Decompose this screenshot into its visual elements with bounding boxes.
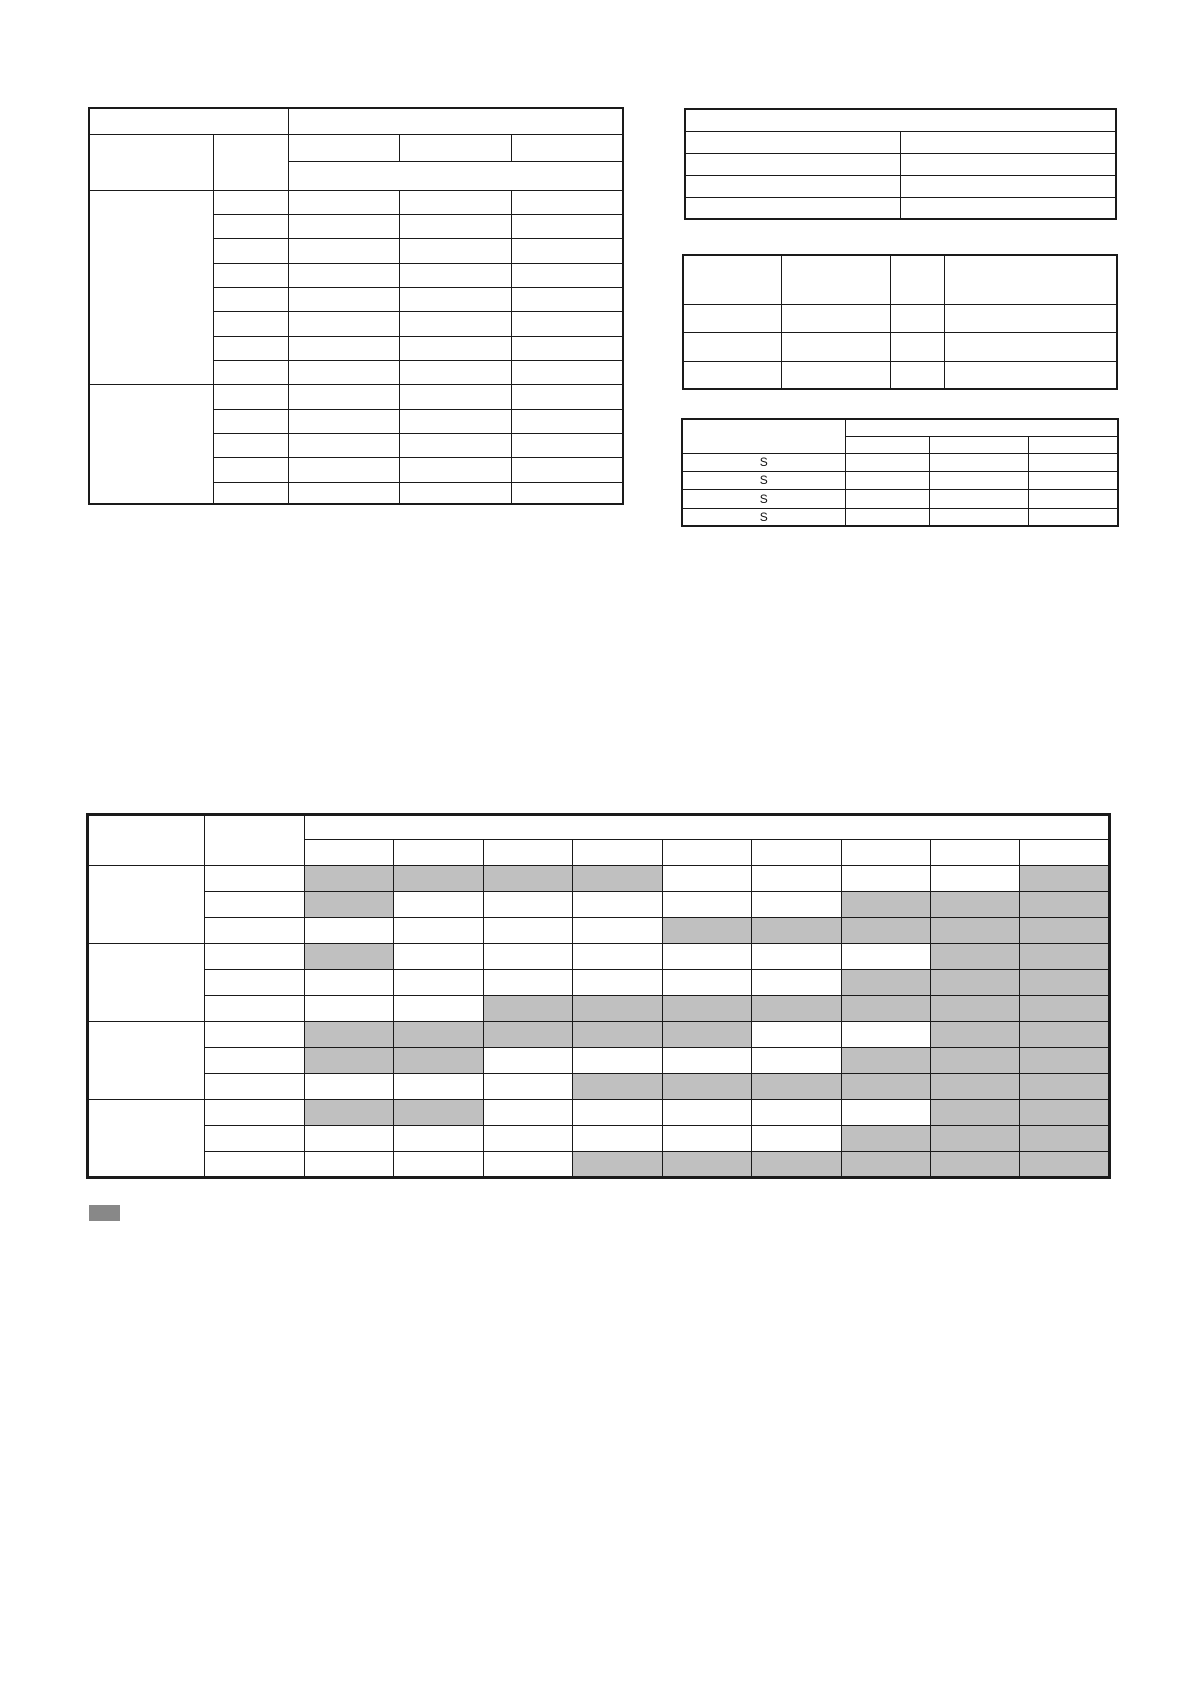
table-1 [88,107,624,505]
table-cell [483,892,572,918]
table-cell [511,287,623,311]
table-cell [752,1100,841,1126]
shaded-cell [573,1074,662,1100]
shaded-cell [841,1048,930,1074]
header-cell [204,815,304,866]
table-cell [89,190,213,384]
table-cell [89,134,213,190]
table-cell [399,263,511,287]
table-cell [399,360,511,384]
row-label: S [682,489,845,508]
shaded-cell [931,1074,1020,1100]
shaded-cell [752,996,841,1022]
table-cell [399,311,511,336]
table-cell [288,336,399,360]
table-cell [781,361,890,389]
table-cell [929,436,1028,453]
table-cell [685,197,900,219]
shaded-cell [305,1022,394,1048]
table-cell [213,214,288,238]
table-cell [394,892,483,918]
table-cell [683,332,781,361]
shaded-cell [931,918,1020,944]
table-cell [662,1126,751,1152]
table-4 [681,418,1119,527]
table-cell [1028,453,1118,471]
shaded-cell [1020,1152,1110,1178]
table-cell [394,996,483,1022]
table-cell [305,1074,394,1100]
table-cell [841,944,930,970]
table-cell [399,214,511,238]
header-cell [305,840,394,866]
shaded-cell [752,1152,841,1178]
shaded-cell [305,944,394,970]
table-cell [288,482,399,504]
header-cell [752,840,841,866]
table-cell [683,255,781,304]
shaded-cell [573,1152,662,1178]
table-cell [511,190,623,214]
table-cell [511,433,623,457]
shaded-cell [841,892,930,918]
row-label-cell [204,1100,304,1126]
shaded-cell [1020,1048,1110,1074]
table-cell [890,304,944,332]
table-cell [483,1152,572,1178]
table-cell [900,153,1116,175]
table-cell [288,433,399,457]
table-cell [841,866,930,892]
row-label-cell [204,892,304,918]
table-cell [752,866,841,892]
shaded-cell [931,1022,1020,1048]
table-cell [890,361,944,389]
table-cell [683,304,781,332]
shaded-cell [841,918,930,944]
table-cell [662,892,751,918]
table-cell [845,453,929,471]
table-cell [752,1048,841,1074]
shaded-cell [1020,1126,1110,1152]
table-cell [213,384,288,409]
table-cell [845,471,929,489]
table-cell [944,304,1117,332]
table-cell [845,436,929,453]
table-cell [781,304,890,332]
table-cell [752,892,841,918]
table-cell [1028,489,1118,508]
table-cell [394,944,483,970]
header-cell [573,840,662,866]
table-cell [483,970,572,996]
row-label-cell [204,1152,304,1178]
shaded-cell [394,866,483,892]
table-3 [682,254,1118,390]
table-cell [213,287,288,311]
table-cell [288,384,399,409]
shaded-cell [752,918,841,944]
table-cell [685,131,900,153]
table-cell [213,409,288,433]
table-cell [683,361,781,389]
table-cell [511,457,623,482]
table-cell [685,153,900,175]
shaded-cell [1020,1100,1110,1126]
table-cell [288,360,399,384]
table-cell [511,482,623,504]
table-cell [213,238,288,263]
table-cell [213,457,288,482]
shaded-cell [394,1048,483,1074]
row-label-cell [204,1022,304,1048]
shaded-cell [1020,1022,1110,1048]
shaded-cell [841,1126,930,1152]
shaded-cell [305,1048,394,1074]
table-cell [213,433,288,457]
shaded-cell [931,1126,1020,1152]
table-cell [483,1126,572,1152]
table-cell [394,1074,483,1100]
table-cell [394,1152,483,1178]
shaded-cell [483,866,572,892]
table-cell [288,238,399,263]
shaded-cell [305,866,394,892]
table-cell [305,996,394,1022]
group-cell [88,1100,205,1178]
table-cell [511,214,623,238]
table-cell [399,134,511,161]
table-cell [900,175,1116,197]
table-cell [399,482,511,504]
row-label: S [682,471,845,489]
shaded-cell [931,1048,1020,1074]
table-cell [573,970,662,996]
table-cell [288,214,399,238]
table-cell [1028,471,1118,489]
row-label: S [682,453,845,471]
table-cell [662,970,751,996]
shaded-cell [305,892,394,918]
table-cell [288,457,399,482]
table-cell [944,361,1117,389]
shaded-cell [662,996,751,1022]
table-cell [288,108,623,134]
table-cell [752,944,841,970]
table-cell [682,419,845,453]
row-label-cell [204,996,304,1022]
shaded-cell [1020,892,1110,918]
shaded-cell [841,1074,930,1100]
table-cell [573,892,662,918]
table-cell [399,336,511,360]
row-label-cell [204,918,304,944]
table-cell [900,197,1116,219]
table-cell [511,384,623,409]
table-2 [684,108,1117,220]
row-label-cell [204,1074,304,1100]
shaded-cell [931,1100,1020,1126]
table-cell [305,918,394,944]
table-cell [752,970,841,996]
table-cell [662,866,751,892]
table-cell [394,918,483,944]
shaded-cell [483,1022,572,1048]
row-label-cell [204,1126,304,1152]
header-cell [305,815,1110,840]
legend-swatch [89,1205,120,1221]
shaded-cell [394,1022,483,1048]
table-cell [662,944,751,970]
row-label-cell [204,970,304,996]
shaded-cell [394,1100,483,1126]
table-cell [89,384,213,504]
shaded-cell [931,1152,1020,1178]
header-cell [483,840,572,866]
table-cell [399,238,511,263]
shaded-cell [573,866,662,892]
shaded-cell [841,996,930,1022]
table-cell [781,332,890,361]
table-cell [685,175,900,197]
table-cell [662,1100,751,1126]
table-cell [573,1048,662,1074]
table-cell [399,190,511,214]
shaded-cell [662,1022,751,1048]
table-cell [305,1126,394,1152]
shaded-cell [1020,866,1110,892]
table-cell [1028,436,1118,453]
shaded-cell [1020,918,1110,944]
table-cell [288,134,399,161]
table-cell [841,1100,930,1126]
table-cell [929,489,1028,508]
table-cell [929,508,1028,526]
table-cell [213,311,288,336]
table-cell [752,1022,841,1048]
shaded-cell [1020,944,1110,970]
shaded-cell [573,996,662,1022]
row-label: S [682,508,845,526]
table-cell [483,1048,572,1074]
table-5-shaded-grid [86,813,1111,1179]
shaded-cell [931,944,1020,970]
header-cell [662,840,751,866]
table-cell [213,263,288,287]
header-cell [931,840,1020,866]
header-cell [841,840,930,866]
table-cell [511,336,623,360]
table-cell [752,1126,841,1152]
table-cell [841,1022,930,1048]
table-cell [213,360,288,384]
table-cell [929,471,1028,489]
table-cell [1028,508,1118,526]
table-cell [890,255,944,304]
table-cell [685,109,1116,131]
table-cell [399,433,511,457]
table-cell [288,287,399,311]
table-cell [573,918,662,944]
table-cell [511,134,623,161]
shaded-cell [662,1152,751,1178]
table-cell [288,161,623,190]
table-cell [931,866,1020,892]
table-cell [305,970,394,996]
shaded-cell [931,970,1020,996]
shaded-cell [1020,1074,1110,1100]
group-cell [88,1022,205,1100]
table-cell [288,311,399,336]
table-cell [944,255,1117,304]
header-cell [1020,840,1110,866]
table-cell [511,409,623,433]
table-cell [89,108,288,134]
shaded-cell [752,1074,841,1100]
table-cell [288,263,399,287]
table-cell [573,1126,662,1152]
shaded-cell [841,1152,930,1178]
table-cell [900,131,1116,153]
row-label-cell [204,866,304,892]
shaded-cell [573,1022,662,1048]
table-cell [213,134,288,190]
table-cell [288,190,399,214]
table-cell [845,489,929,508]
shaded-cell [1020,970,1110,996]
row-label-cell [204,1048,304,1074]
shaded-cell [305,1100,394,1126]
shaded-cell [662,1074,751,1100]
group-cell [88,866,205,944]
table-cell [511,360,623,384]
table-cell [573,1100,662,1126]
header-cell [88,815,205,866]
table-cell [573,944,662,970]
table-cell [394,1126,483,1152]
table-cell [781,255,890,304]
table-cell [399,457,511,482]
header-cell [394,840,483,866]
table-cell [662,1048,751,1074]
shaded-cell [662,918,751,944]
table-cell [399,287,511,311]
shaded-cell [841,970,930,996]
table-cell [399,384,511,409]
table-cell [483,918,572,944]
table-cell [845,508,929,526]
row-label-cell [204,944,304,970]
table-cell [511,311,623,336]
group-cell [88,944,205,1022]
table-cell [944,332,1117,361]
shaded-cell [1020,996,1110,1022]
table-cell [288,409,399,433]
table-cell [399,409,511,433]
shaded-cell [483,996,572,1022]
table-cell [483,944,572,970]
table-cell [929,453,1028,471]
table-cell [511,238,623,263]
table-cell [394,970,483,996]
table-cell [483,1100,572,1126]
table-cell [890,332,944,361]
table-cell [213,336,288,360]
shaded-cell [931,892,1020,918]
table-cell [213,190,288,214]
table-cell [845,419,1118,436]
table-cell [213,482,288,504]
table-cell [483,1074,572,1100]
table-cell [305,1152,394,1178]
shaded-cell [931,996,1020,1022]
table-cell [511,263,623,287]
